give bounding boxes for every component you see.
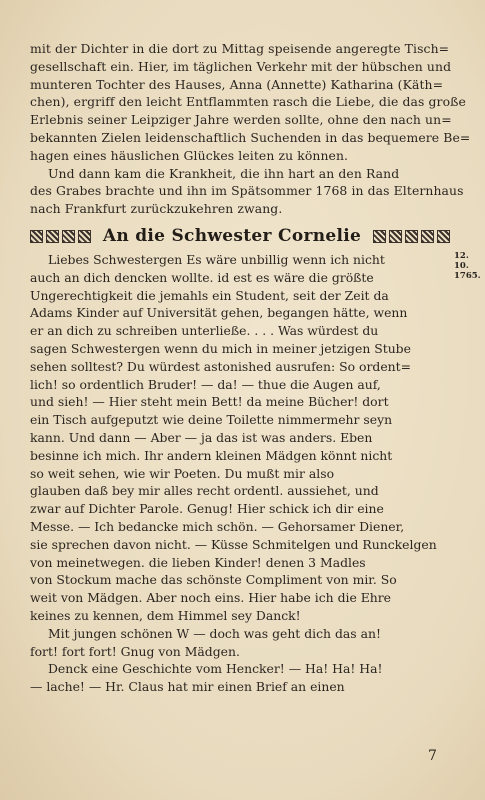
margin-date-line: 12. 10. [454, 251, 469, 271]
letter-line: besinne ich mich. Ihr andern kleinen Mädgen könnt nicht [30, 447, 393, 463]
letter-line: Ungerechtigkeit die jemahls ein Student, seit der Zeit da [30, 287, 389, 303]
intro-paragraph [30, 40, 471, 218]
letter-line: Denck eine Geschichte vom Hencker! — Ha! Ha! Ha! [48, 661, 383, 677]
letter-line: so weit sehen, wie wir Poeten. Du mußt mir also [30, 465, 335, 481]
page-number: 7 [428, 748, 437, 764]
right-ornament-icon [373, 230, 450, 243]
letter-line: von meinetwegen. die lieben Kinder! denen 3 Madles [30, 554, 366, 570]
letter-body [30, 251, 450, 696]
left-ornament-icon [30, 230, 91, 243]
letter-line: fort! fort fort! Gnug von Mädgen. [30, 643, 240, 659]
text-line: nach Frankfurt zurückzukehren zwang. [30, 201, 283, 217]
letter-line: keines zu kennen, dem Himmel sey Danck! [30, 607, 301, 623]
text-line: Erlebnis seiner Leipziger Jahre werden sollte, ohne den nach un= [30, 112, 452, 128]
letter-line: sehen solltest? Du würdest astonished ausrufen: So ordent= [30, 358, 411, 374]
text-line: gesellschaft ein. Hier, im täglichen Verkehr mit der hübschen und [30, 58, 452, 74]
text-line: chen), ergriff den leicht Entflammten rasch die Liebe, die das große [30, 94, 466, 110]
letter-line: auch an dich dencken wollte. id est es wäre die größte [30, 269, 374, 285]
letter-line: Adams Kinder auf Universität gehen, begangen hätte, wenn [30, 305, 408, 321]
text-line: des Grabes brachte und ihn im Spätsommer 1768 in das Elternhaus [30, 183, 464, 199]
letter-line: und sieh! — Hier steht mein Bett! da meine Bücher! dort [30, 394, 389, 410]
letter-line: lich! so ordentlich Bruder! — da! — thue die Augen auf, [30, 376, 381, 392]
letter-line: Mit jungen schönen W — doch was geht dich das an! [48, 625, 381, 641]
text-line: bekannten Zielen leidenschaftlich Suchenden in das bequemere Be= [30, 129, 471, 145]
text-line: Und dann kam die Krankheit, die ihn hart an den Rand [48, 165, 400, 181]
letter-line: zwar auf Dichter Parole. Genug! Hier schick ich dir eine [30, 501, 384, 517]
letter-line: Messe. — Ich bedancke mich schön. — Gehorsamer Diener, [30, 518, 405, 534]
letter-line: ein Tisch aufgeputzt wie deine Toilette nimmermehr seyn [30, 412, 393, 428]
margin-date-line: 1765. [454, 271, 481, 281]
letter-line: kann. Und dann — Aber — ja das ist was anders. Eben [30, 429, 373, 445]
section-heading: An die Schwester Cornelie [102, 226, 362, 246]
section-heading-row [30, 225, 450, 247]
letter-line: glauben daß bey mir alles recht ordentl. aussiehet, und [30, 483, 379, 499]
text-line: munteren Tochter des Hauses, Anna (Annette) Katharina (Käth= [30, 76, 444, 92]
letter-line: sie sprechen davon nicht. — Küsse Schmitelgen und Runckelgen [30, 536, 437, 552]
letter-line: — lache! — Hr. Claus hat mir einen Brief an einen [30, 679, 345, 695]
margin-date [454, 251, 485, 281]
letter-line: er an dich zu schreiben unterließe. . . . Was würdest du [30, 323, 379, 339]
letter-line: sagen Schwestergen wenn du mich in meiner jetzigen Stube [30, 340, 411, 356]
text-line: mit der Dichter in die dort zu Mittag speisende angeregte Tisch= [30, 41, 450, 56]
letter-line: von Stockum mache das schönste Compliment von mir. So [30, 572, 397, 588]
letter-line: weit von Mädgen. Aber noch eins. Hier habe ich die Ehre [30, 590, 392, 606]
text-line: hagen eines häuslichen Glückes leiten zu können. [30, 147, 349, 163]
letter-line: Liebes Schwestergen Es wäre unbillig wenn ich nicht [48, 252, 385, 267]
